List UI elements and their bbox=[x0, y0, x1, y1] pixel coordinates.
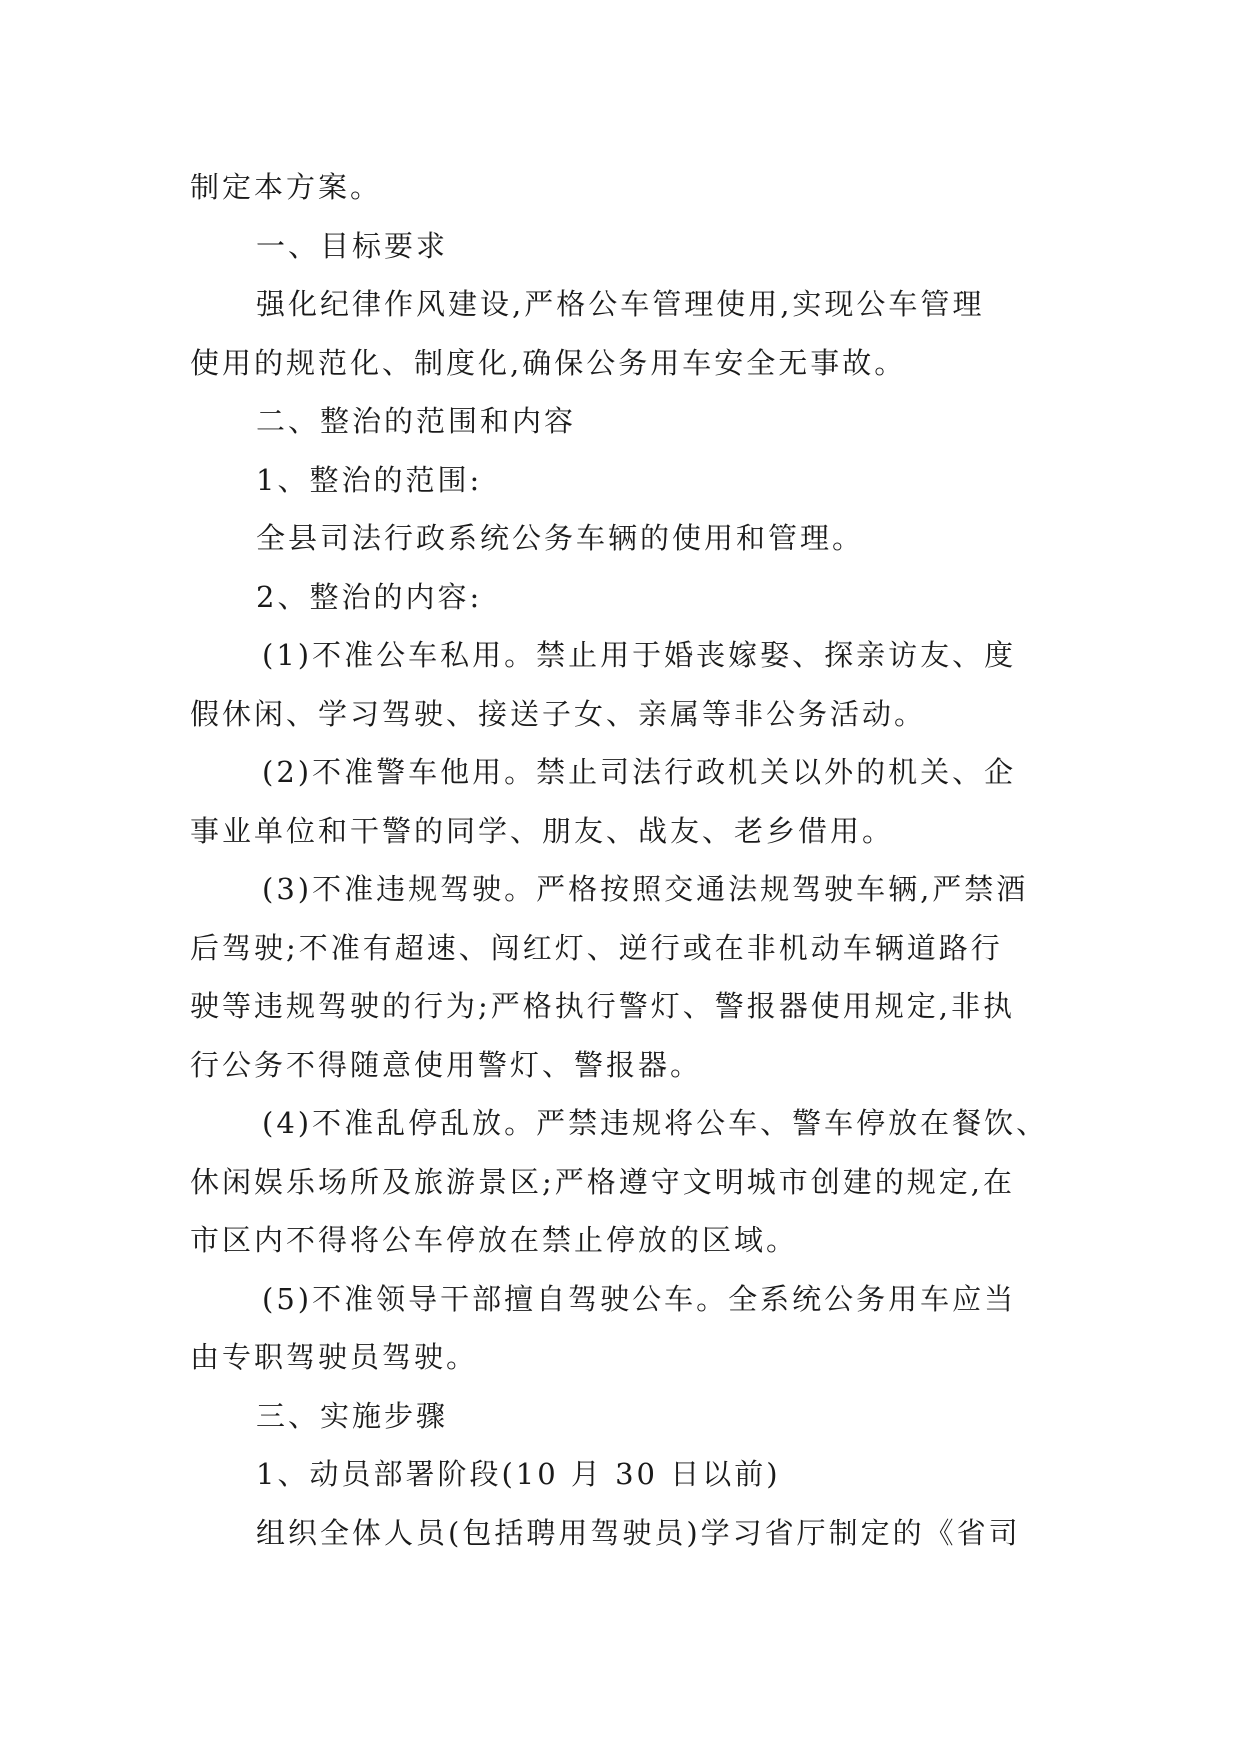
list-item-line: 行公务不得随意使用警灯、警报器。 bbox=[190, 1047, 703, 1082]
section-heading: 二、整治的范围和内容 bbox=[256, 404, 577, 438]
list-item-line: (3)不准违规驾驶。严格按照交通法规驾驶车辆,严禁酒 bbox=[262, 872, 1029, 906]
list-item-line: 假休闲、学习驾驶、接送子女、亲属等非公务活动。 bbox=[190, 696, 927, 731]
list-item-line: 休闲娱乐场所及旅游景区;严格遵守文明城市创建的规定,在 bbox=[190, 1164, 1015, 1199]
paragraph-line: 强化纪律作风建设,严格公车管理使用,实现公车管理 bbox=[256, 287, 985, 321]
list-item-line: 驶等违规驾驶的行为;严格执行警灯、警报器使用规定,非执 bbox=[190, 989, 1015, 1023]
list-item-line: 市区内不得将公车停放在禁止停放的区域。 bbox=[190, 1223, 799, 1257]
section-heading: 一、目标要求 bbox=[256, 228, 449, 263]
paragraph-line: 组织全体人员(包括聘用驾驶员)学习省厅制定的《省司 bbox=[256, 1515, 1021, 1550]
subsection-heading: 1、动员部署阶段(10 月 30 日以前) bbox=[256, 1457, 781, 1491]
list-item-line: (2)不准警车他用。禁止司法行政机关以外的机关、企 bbox=[262, 755, 1017, 789]
list-item-line: (5)不准领导干部擅自驾驶公车。全系统公务用车应当 bbox=[262, 1281, 1017, 1316]
subsection-heading: 1、整治的范围: bbox=[256, 462, 483, 497]
paragraph-line: 使用的规范化、制度化,确保公务用车安全无事故。 bbox=[190, 345, 907, 380]
list-item-line: (4)不准乱停乱放。严禁违规将公车、警车停放在餐饮、 bbox=[262, 1106, 1049, 1140]
list-item-line: 后驾驶;不准有超速、闯红灯、逆行或在非机动车辆道路行 bbox=[190, 930, 1003, 965]
list-item-line: 由专职驾驶员驾驶。 bbox=[190, 1340, 479, 1374]
paragraph-line: 全县司法行政系统公务车辆的使用和管理。 bbox=[256, 521, 865, 555]
document-body bbox=[190, 158, 1052, 1562]
subsection-heading: 2、整治的内容: bbox=[256, 579, 483, 614]
list-item-line: (1)不准公车私用。禁止用于婚丧嫁娶、探亲访友、度 bbox=[262, 638, 1017, 672]
section-heading: 三、实施步骤 bbox=[256, 1398, 449, 1433]
list-item-line: 事业单位和干警的同学、朋友、战友、老乡借用。 bbox=[190, 813, 895, 848]
paragraph-line: 制定本方案。 bbox=[190, 170, 383, 204]
